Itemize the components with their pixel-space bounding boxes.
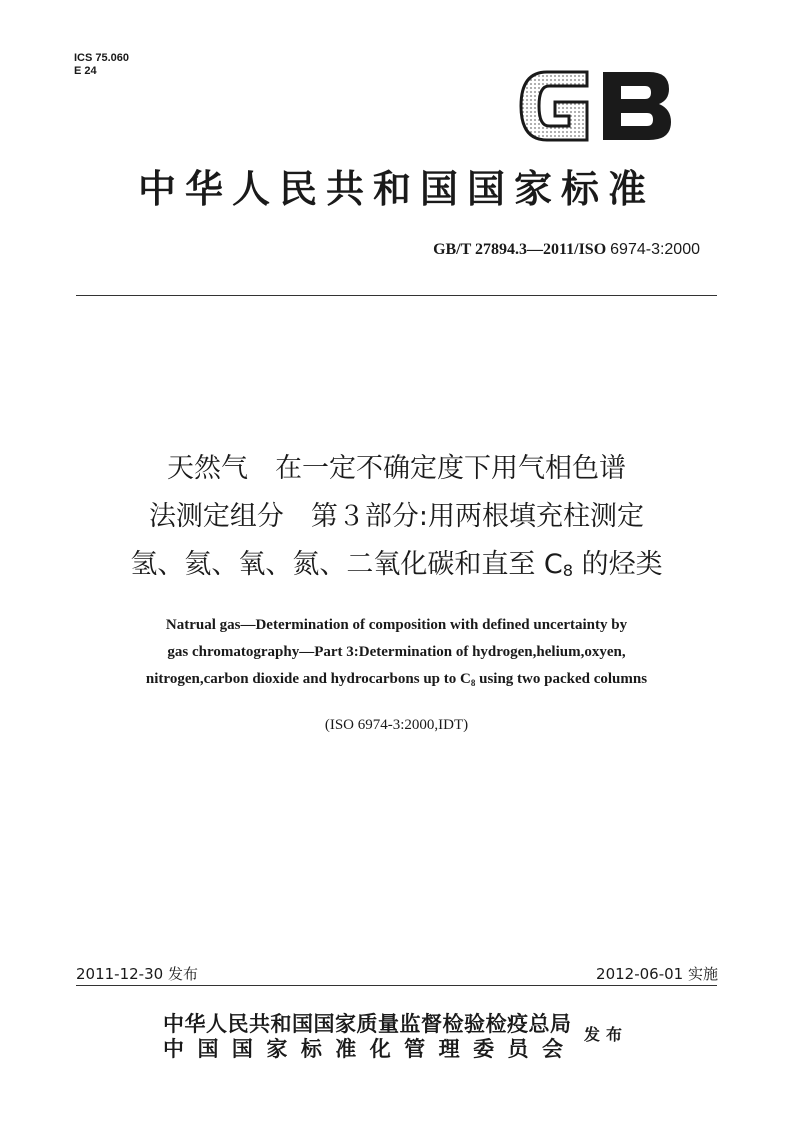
issuer-sac: 中国国家标准化管理委员会 (163, 1037, 563, 1061)
gb-logo-letter-b (603, 72, 671, 140)
english-title-subscript: 8 (470, 678, 476, 688)
national-standard-heading: 中华人民共和国国家标准 (137, 167, 655, 211)
top-divider (76, 295, 717, 296)
identical-adoption-note: (ISO 6974-3:2000,IDT) (324, 717, 469, 733)
chinese-title (0, 445, 793, 595)
ics-code: ICS 75.060 (74, 52, 130, 64)
standard-number (433, 241, 700, 259)
english-title-line-2: gas chromatography—Part 3:Determination of hydrogen,helium,oxyen, (167, 644, 626, 660)
issuer-aqsiq: 中华人民共和国国家质量监督检验检疫总局 (163, 1012, 572, 1036)
bottom-divider (76, 985, 717, 986)
classification-codes (74, 52, 129, 78)
chinese-title-line-2: 法测定组分 第３部分:用两根填充柱测定 (148, 501, 645, 532)
chinese-title-line-3-prefix: 氢、氦、氧、氮、二氧化碳和直至 C (130, 549, 563, 580)
english-title-line-1: Natrual gas—Determination of composition with defined uncertainty by (165, 617, 628, 633)
english-title-line-3-suffix: using two packed columns (475, 671, 648, 687)
gb-logo (517, 62, 675, 150)
chinese-title-line-1: 天然气 在一定不确定度下用气相色谱 (167, 453, 626, 484)
ccs-code: E 24 (74, 65, 97, 77)
gb-logo-letter-g (521, 72, 587, 140)
chinese-title-line-3 (0, 541, 793, 595)
english-title (0, 612, 793, 697)
english-title-line-3-prefix: nitrogen,carbon dioxide and hydrocarbons up to C (145, 671, 471, 687)
publish-label: 发布 (584, 1025, 629, 1044)
english-title-line-3 (0, 666, 793, 697)
implementation-date: 2012-06-01 实施 (596, 965, 718, 983)
standard-number-tail: 6974-3:2000 (610, 241, 700, 258)
chinese-title-subscript: 8 (562, 561, 574, 580)
issue-date: 2011-12-30 发布 (76, 965, 198, 983)
standard-number-main: GB/T 27894.3—2011/ISO (433, 241, 607, 258)
chinese-title-line-3-suffix: 的烃类 (573, 549, 663, 580)
